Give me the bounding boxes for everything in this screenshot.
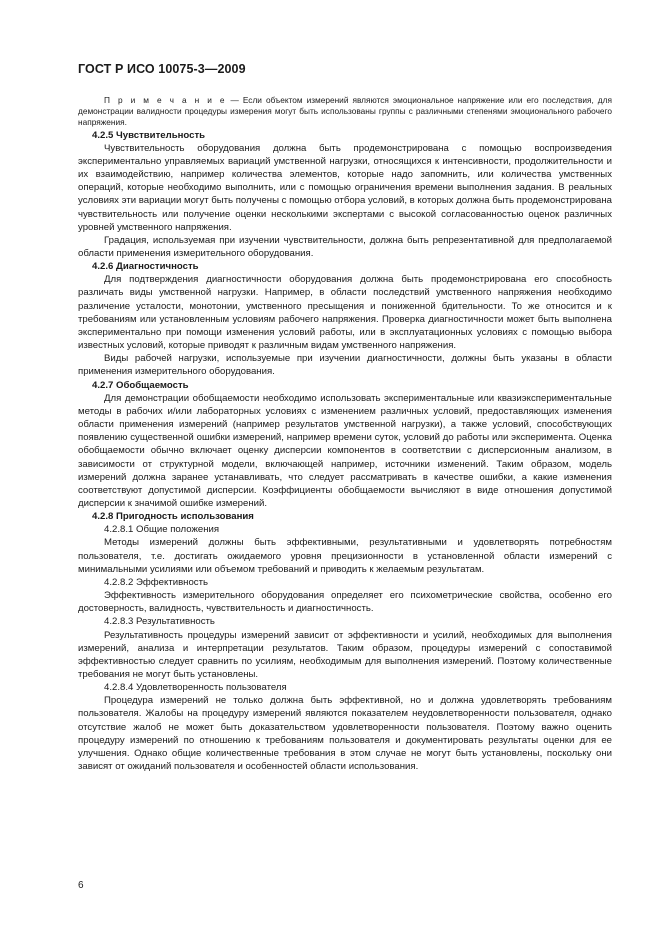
subsection-heading-general: 4.2.8.1 Общие положения [104, 524, 220, 536]
section-heading-generalizability: 4.2.7 Обобщаемость [92, 379, 189, 391]
paragraph: Градация, используемая при изучении чувствительности, должна быть репрезентативной для предполагаемой области применения измерительного оборудования. [78, 234, 612, 260]
paragraph: Результативность процедуры измерений зависит от эффективности и усилий, необходимых для выполнения измерений, анализа и интерпретации результатов. Таким образом, процедуры измерений с сопоставимой эффективностью следует сравнить по усилиям, необходимым для выполнения измерений. Поэтому количественные требования не могут быть установлены. [78, 629, 612, 681]
paragraph: Для демонстрации обобщаемости необходимо использовать экспериментальные или квазиэкспериментальные методы в рабочих и/или лабораторных условиях с изменением различных условий, предоставляющих изменения области применения измерений (например результатов умственной нагрузки), а также условий, способствующих появлению существенной ошибки измерений, например времени суток, условий до работы или эксперимента. Оценка обобщаемости обычно включает оценку дисперсии компонентов в соответствии с дисперсионным анализом, в зависимости от структурной модели, включающей например, источники изменений. Таким образом, модель измерений должна заранее устанавливать, что следует рассматривать в качестве ошибки, а какие изменения соответствуют допустимой дисперсии. Коэффициенты обобщаемости вычисляют в виде отношения допустимой дисперсии к значимой ошибке измерений. [78, 392, 612, 509]
section-heading-diagnosticity: 4.2.6 Диагностичность [92, 261, 199, 273]
note-label: П р и м е ч а н и е [104, 95, 227, 105]
section-heading-sensitivity: 4.2.5 Чувствительность [92, 129, 206, 141]
section-heading-usability: 4.2.8 Пригодность использования [92, 511, 254, 523]
paragraph: Эффективность измерительного оборудования определяет его психометрические свойства, особенно его достоверность, валидность, чувствительность и диагностичность. [78, 590, 612, 615]
subsection-heading-effectiveness: 4.2.8.2 Эффективность [104, 576, 208, 588]
subsection-heading-efficiency: 4.2.8.3 Результативность [104, 616, 215, 628]
paragraph: Виды рабочей нагрузки, используемые при изучении диагностичности, должны быть указаны в области применения измерительного оборудования. [78, 353, 612, 378]
paragraph: Чувствительность оборудования должна быть продемонстрирована с помощью воспроизведения экспериментально управляемых вариаций умственной нагрузки, относящихся к интенсивности, продолжительности и их взаимодействию, например количества элементов, которые надо запомнить, или количества умственных операций, которые необходимо выполнить, или с помощью ограничения времени выполнения задания. В реальных условиях эти вариации могут быть получены с помощью отбора условий, в которых должна быть продемонстрирована чувствительность или получение оценки несколькими экспертами с высокой согласованностью оценок различных уровней умственного напряжения. [78, 142, 612, 233]
paragraph: Процедура измерений не только должна быть эффективной, но и должна удовлетворять требованиям пользователя. Жалобы на процедуру измерений являются показателем неудовлетворенности пользователя, однако отсутствие жалоб не может быть доказательством удовлетворенности пользователя. Поэтому важно оценить процедуру измерений по отношению к требованиям пользователя и документировать результаты оценки для ее улучшения. Однако общие количественные требования в этом случае не могут быть установлены, поскольку они зависят от ожиданий пользователя и особенностей области использования. [78, 695, 612, 773]
paragraph: Для подтверждения диагностичности оборудования должна быть продемонстрирована его способность различать виды умственной нагрузки. Например, в области последствий умственного напряжения необходимо различение усталости, монотонии, умственного пресыщения и пониженной бдительности. То же относится и к требованиям или установленным условиям рабочего напряжения. Проверка диагностичности может быть выполнена экспериментально при помощи изменения условий работы, или в эксплуатационных условиях с помощью выбора известных условий, которые приводят к различным видам умственного напряжения. [78, 274, 612, 352]
note-paragraph [78, 95, 612, 129]
document-header: ГОСТ Р ИСО 10075-3—2009 [78, 62, 246, 76]
page-number: 6 [78, 880, 84, 891]
document-body [78, 95, 612, 773]
subsection-heading-user-satisfaction: 4.2.8.4 Удовлетворенность пользователя [104, 682, 287, 694]
paragraph: Методы измерений должны быть эффективными, результативными и удовлетворять потребностям пользователя, т.е. достигать ожидаемого уровня прецизионности в установленной области измерений с минимальными усилиями или объемом требований и приводить к желаемым результатам. [78, 537, 612, 575]
note-text: — Если объектом измерений являются эмоциональное напряжение или его последствия, для демонстрации валидности процедуры измерения могут быть использованы группы с различными степенями эмоционального рабочего напряжения. [78, 95, 612, 128]
